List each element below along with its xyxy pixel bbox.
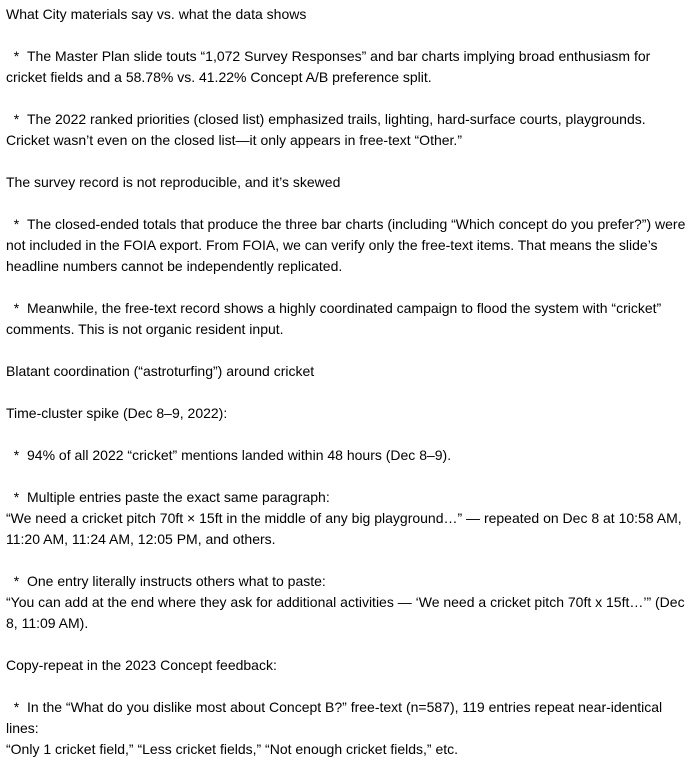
bullet-same-paragraph — [6, 487, 692, 550]
bullet-text: The Master Plan slide touts “1,072 Survey Responses” and bar charts implying broad enthusiasm for cricket fields and a 58.78% vs. 41.22% Concept A/B preference split. — [6, 48, 651, 85]
quote-cricket-fields: “Only 1 cricket field,” “Less cricket fields,” “Not enough cricket fields,” etc. — [6, 741, 459, 757]
bullet-master-plan — [6, 46, 692, 88]
bullet-ranked-priorities — [6, 109, 692, 151]
bullet-text: One entry literally instructs others what to paste: — [27, 573, 326, 589]
quote-paste-instruction: “You can add at the end where they ask for additional activities — ‘We need a cricket pitch 70ft x 15ft…’” (Dec 8, 11:09 AM). — [6, 594, 685, 631]
section-heading-astroturfing: Blatant coordination (“astroturfing”) around cricket — [6, 363, 315, 379]
bullet-text: The closed-ended totals that produce the three bar charts (including “Which concept do you prefer?”) were not included in the FOIA export. From FOIA, we can verify only the free-text items. That means the slide’s headline numbers cannot be independently replicated. — [6, 216, 686, 274]
bullet-marker: * — [13, 111, 20, 127]
section-heading-not-reproducible: The survey record is not reproducible, and it’s skewed — [6, 174, 341, 190]
bullet-coordinated-campaign — [6, 298, 692, 340]
bullet-concept-b-dislike — [6, 697, 692, 760]
bullet-marker: * — [13, 573, 20, 589]
section-heading-copy-repeat: Copy-repeat in the 2023 Concept feedback: — [6, 657, 277, 673]
bullet-instructs-paste — [6, 571, 692, 634]
bullet-marker: * — [13, 447, 20, 463]
bullet-text: The 2022 ranked priorities (closed list) emphasized trails, lighting, hard-surface courts, playgrounds. Cricket wasn’t even on the closed list—it only appears in free-text “Other.” — [6, 111, 646, 148]
bullet-text: Meanwhile, the free-text record shows a highly coordinated campaign to flood the system with “cricket” comments. This is not organic resident input. — [6, 300, 662, 337]
bullet-text: 94% of all 2022 “cricket” mentions landed within 48 hours (Dec 8–9). — [27, 447, 452, 463]
bullet-marker: * — [13, 699, 20, 715]
bullet-text: In the “What do you dislike most about Concept B?” free-text (n=587), 119 entries repeat near-identical lines: — [6, 699, 663, 736]
bullet-marker: * — [13, 489, 20, 505]
bullet-marker: * — [13, 48, 20, 64]
bullet-closed-ended-totals — [6, 214, 692, 277]
bullet-text: Multiple entries paste the exact same paragraph: — [27, 489, 330, 505]
bullet-marker: * — [13, 300, 20, 316]
section-heading-city-materials: What City materials say vs. what the data shows — [6, 6, 307, 22]
bullet-marker: * — [13, 216, 20, 232]
bullet-ninety-four-percent — [6, 445, 692, 466]
quote-repeated-paragraph: “We need a cricket pitch 70ft × 15ft in the middle of any big playground…” — repeated on Dec 8 at 10:58 AM, 11:20 AM, 11:24 AM, 12:05 PM, and others. — [6, 510, 682, 547]
section-heading-time-cluster: Time-cluster spike (Dec 8–9, 2022): — [6, 405, 228, 421]
